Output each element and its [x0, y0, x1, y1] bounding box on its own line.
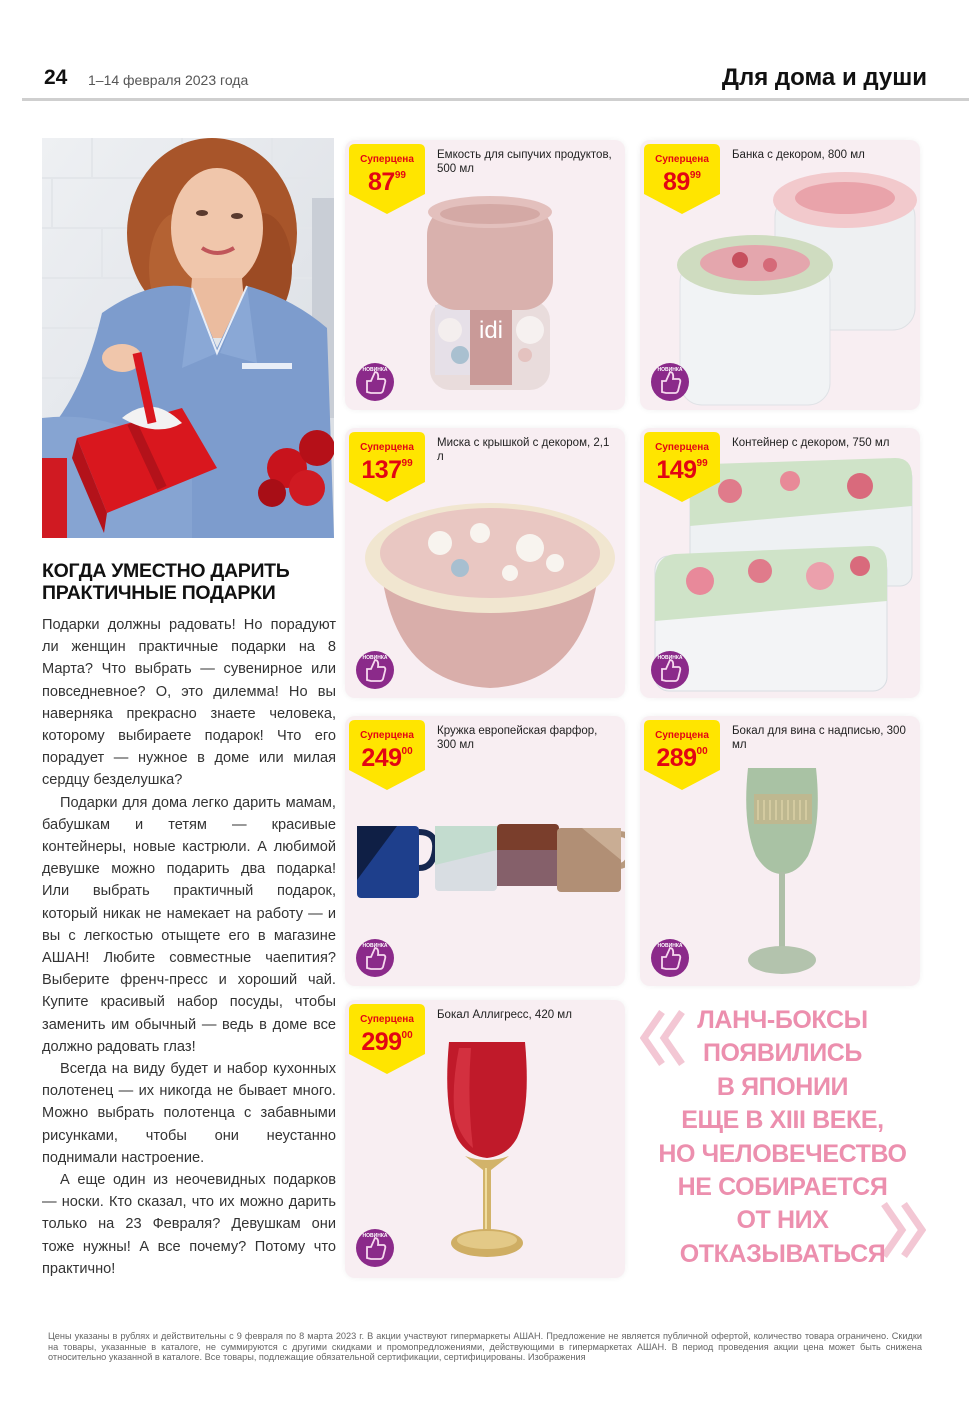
- price: $89^{99}$: [663, 168, 701, 196]
- price-badge: [349, 1004, 425, 1074]
- price-label: Суперцена: [655, 154, 709, 165]
- price: $137^{99}$: [361, 456, 413, 484]
- svg-text:НОВИНКА: НОВИНКА: [362, 1233, 388, 1239]
- svg-text:НОВИНКА: НОВИНКА: [657, 943, 683, 949]
- red-gold-glass-icon: [437, 1038, 537, 1277]
- issue-date: 1–14 февраля 2023 года: [88, 72, 249, 88]
- price: $149^{99}$: [656, 456, 708, 484]
- svg-text:НОВИНКА: НОВИНКА: [362, 655, 388, 661]
- new-product-badge: [355, 650, 395, 690]
- header-divider: [22, 98, 969, 101]
- svg-text:НОВИНКА: НОВИНКА: [362, 943, 388, 949]
- product-card-food-container[interactable]: [640, 428, 920, 698]
- article-paragraph: Всегда на виду будет и набор кухонных полотенец — их никогда не бывает много. Можно выбрать полотенца с забавными рисунками, чтобы они неустанно поднимали настроение.: [42, 1061, 336, 1166]
- price-badge: [644, 720, 720, 790]
- legal-footnote: Цены указаны в рублях и действительны с 9 февраля по 8 марта 2023 г. В акции участвуют гипермаркеты АШАН. Предложение не является публичной офертой, количество товара ограничено. Скидки на товары, указанные в каталоге, не суммируются с другими скидками и промопредложениями, действующими в гипермаркетах АШАН. В период проведения акции цена может быть снижена относительно указанной в каталоге. Все товары, подлежащие обязательной сертификации, сертифицированы. Изображения: [48, 1331, 922, 1363]
- price: $87^{99}$: [368, 168, 406, 196]
- svg-text:НОВИНКА: НОВИНКА: [657, 367, 683, 373]
- article-paragraph: А еще один из неочевидных подарков — носки. Кто сказал, что их можно дарить только на 23 Февраля? Девушкам они тоже нужны! А все почему? Потому что практично!: [42, 1172, 336, 1277]
- new-product-badge: [650, 938, 690, 978]
- svg-text:НОВИНКА: НОВИНКА: [657, 655, 683, 661]
- article-paragraph: Подарки должны радовать! Но порадуют ли женщин практичные подарки на 8 Марта? Что выбрать — сувенирное или повседневное? О, это дилемма! Но вы наверняка прекрасно знаете человека, которому выбираете подарок! Что его порадует — нужное в доме или милая сердцу безделушка?: [42, 617, 336, 789]
- product-card-red-gold-glass[interactable]: [345, 1000, 625, 1278]
- price: $289^{00}$: [656, 744, 708, 772]
- price-label: Суперцена: [360, 730, 414, 741]
- section-title: Для дома и души: [721, 64, 927, 91]
- storage-jar-icon: [425, 190, 555, 404]
- product-title: Бокал для вина с надписью, 300 мл: [732, 725, 906, 751]
- price-label: Суперцена: [360, 1014, 414, 1025]
- new-product-badge: [650, 362, 690, 402]
- product-title: Кружка европейская фарфор, 300 мл: [437, 725, 598, 751]
- price-badge: [349, 144, 425, 214]
- price-badge: [349, 720, 425, 790]
- price-label: Суперцена: [655, 442, 709, 453]
- price-badge: [644, 432, 720, 502]
- article-body: [42, 614, 336, 1280]
- product-title: Бокал Аллигресс, 420 мл: [437, 1009, 572, 1021]
- new-product-badge: [355, 938, 395, 978]
- mugs-icon: [357, 820, 625, 904]
- product-card-wine-glass[interactable]: [640, 716, 920, 986]
- product-card-bowl[interactable]: [345, 428, 625, 698]
- product-title: Контейнер с декором, 750 мл: [732, 437, 890, 449]
- fact-text: ЛАНЧ-БОКСЫ ПОЯВИЛИСЬ В ЯПОНИИ ЕЩЕ В XIII ВЕКЕ, НО ЧЕЛОВЕЧЕСТВО НЕ СОБИРАЕТСЯ ОТ НИХ ОТКАЗЫВАТЬСЯ: [658, 1006, 907, 1268]
- price-label: Суперцена: [360, 154, 414, 165]
- wine-glass-icon: [742, 764, 822, 986]
- bowl-with-lid-icon: [360, 483, 620, 698]
- product-card-mugs[interactable]: [345, 716, 625, 986]
- price: $299^{00}$: [361, 1028, 413, 1056]
- price-label: Суперцена: [360, 442, 414, 453]
- page-header: [0, 0, 969, 100]
- new-product-badge: [355, 1228, 395, 1268]
- article-title: КОГДА УМЕСТНО ДАРИТЬ ПРАКТИЧНЫЕ ПОДАРКИ: [42, 560, 290, 604]
- lunchbox-fact: [640, 1000, 925, 1270]
- new-product-badge: [650, 650, 690, 690]
- product-card-storage-jar[interactable]: [345, 140, 625, 410]
- article-paragraph: Подарки для дома легко дарить мамам, бабушкам и тетям — красивые контейнеры, новые кастрюли. А любимой девушке можно подарить два подарка! Или выбрать практичный подарок, который никак не намекает на работу — и вы с легкостью отыщете его в магазине АШАН! Любите совместные чаепития? Выберите френч-пресс и хороший чай. Купите красивый набор посуды, чтобы заменить им обычный — ведь в доме все должно радовать глаз!: [42, 794, 336, 1055]
- product-title: Банка с декором, 800 мл: [732, 149, 865, 161]
- product-card-decor-jars[interactable]: [640, 140, 920, 410]
- product-title: Емкость для сыпучих продуктов, 500 мл: [437, 149, 612, 175]
- price-label: Суперцена: [655, 730, 709, 741]
- svg-text:НОВИНКА: НОВИНКА: [362, 367, 388, 373]
- price-badge: [349, 432, 425, 502]
- brand-logo-idi: idi: [478, 317, 504, 344]
- price: $249^{00}$: [361, 744, 413, 772]
- product-title: Миска с крышкой с декором, 2,1 л: [437, 437, 610, 463]
- hero-photo-woman-with-gift: [42, 138, 334, 538]
- page-number: 24: [44, 66, 68, 89]
- decor-jars-icon: [675, 170, 920, 410]
- new-product-badge: [355, 362, 395, 402]
